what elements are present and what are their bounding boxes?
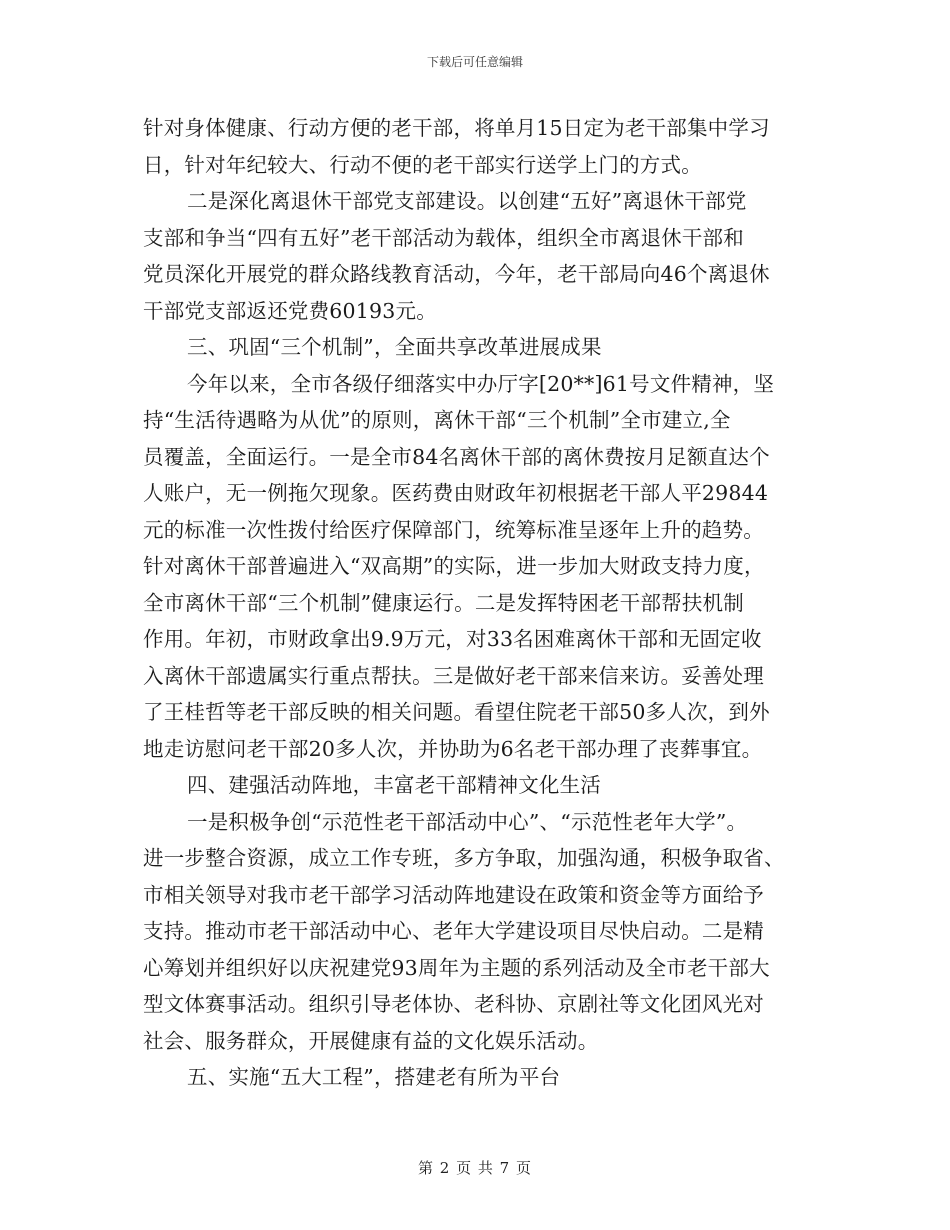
page-header: 下载后可任意编辑 bbox=[426, 55, 523, 69]
text-line: 针对身体健康、行动方便的老干部，将单月15日定为老干部集中学习 bbox=[143, 116, 770, 140]
text-line: 今年以来，全市各级仔细落实中办厅字[20**]61号文件精神，坚 bbox=[187, 371, 775, 396]
document-body bbox=[143, 110, 813, 1096]
section-heading: 四、建强活动阵地，丰富老干部精神文化生活 bbox=[187, 773, 601, 797]
text-line: 干部党支部返还党费60193元。 bbox=[143, 298, 437, 323]
text-line: 市相关领导对我市老干部学习活动阵地建设在政策和资金等方面给予 bbox=[143, 882, 764, 907]
text-line: 员覆盖，全面运行。一是全市84名离休干部的离休费按月足额直达个 bbox=[143, 444, 770, 469]
text-line: 二是深化离退休干部党支部建设。以创建“五好”离退休干部党 bbox=[187, 189, 747, 213]
section-heading: 五、实施“五大工程”，搭建老有所为平台 bbox=[187, 1065, 561, 1089]
text-line: 日，针对年纪较大、行动不便的老干部实行送学上门的方式。 bbox=[143, 152, 702, 177]
text-line: 人账户，无一例拖欠现象。医药费由财政年初根据老干部人平29844 bbox=[143, 481, 769, 505]
text-line: 型文体赛事活动。组织引导老体协、老科协、京剧社等文化团风光对 bbox=[143, 992, 764, 1016]
text-line: 一是积极争创“示范性老干部活动中心”、“示范性老年大学”。 bbox=[187, 809, 748, 834]
text-line: 持“生活待遇略为从优”的原则，离休干部“三个机制”全市建立,全 bbox=[143, 408, 731, 432]
text-line: 作用。年初，市财政拿出9.9万元，对33名困难离休干部和无固定收 bbox=[143, 627, 762, 651]
text-line: 元的标准一次性拨付给医疗保障部门，统筹标准呈逐年上升的趋势。 bbox=[143, 517, 764, 542]
text-line: 了王桂哲等老干部反映的相关问题。看望住院老干部50多人次，到外 bbox=[143, 700, 770, 724]
text-line: 心筹划并组织好以庆祝建党93周年为主题的系列活动及全市老干部大 bbox=[143, 955, 770, 980]
text-line: 入离休干部遗属实行重点帮扶。三是做好老干部来信来访。妥善处理 bbox=[143, 663, 764, 688]
page-number-footer: 第 2 页 共 7 页 bbox=[418, 1159, 532, 1177]
text-line: 进一步整合资源，成立工作专班，多方争取，加强沟通，积极争取省、 bbox=[143, 846, 785, 870]
text-line: 支部和争当“四有五好”老干部活动为载体，组织全市离退休干部和 bbox=[143, 225, 744, 250]
text-line: 支持。推动市老干部活动中心、老年大学建设项目尽快启动。二是精 bbox=[143, 919, 764, 943]
text-line: 全市离休干部“三个机制”健康运行。二是发挥特困老干部帮扶机制 bbox=[143, 590, 744, 615]
section-heading: 三、巩固“三个机制”，全面共享改革进展成果 bbox=[187, 335, 602, 359]
text-line: 党员深化开展党的群众路线教育活动，今年，老干部局向46个离退休 bbox=[143, 262, 770, 286]
text-line: 针对离休干部普遍进入“双高期”的实际，进一步加大财政支持力度， bbox=[143, 554, 765, 578]
text-line: 社会、服务群众，开展健康有益的文化娱乐活动。 bbox=[143, 1028, 599, 1053]
text-line: 地走访慰问老干部20多人次，并协助为6名老干部办理了丧葬事宜。 bbox=[143, 736, 763, 761]
